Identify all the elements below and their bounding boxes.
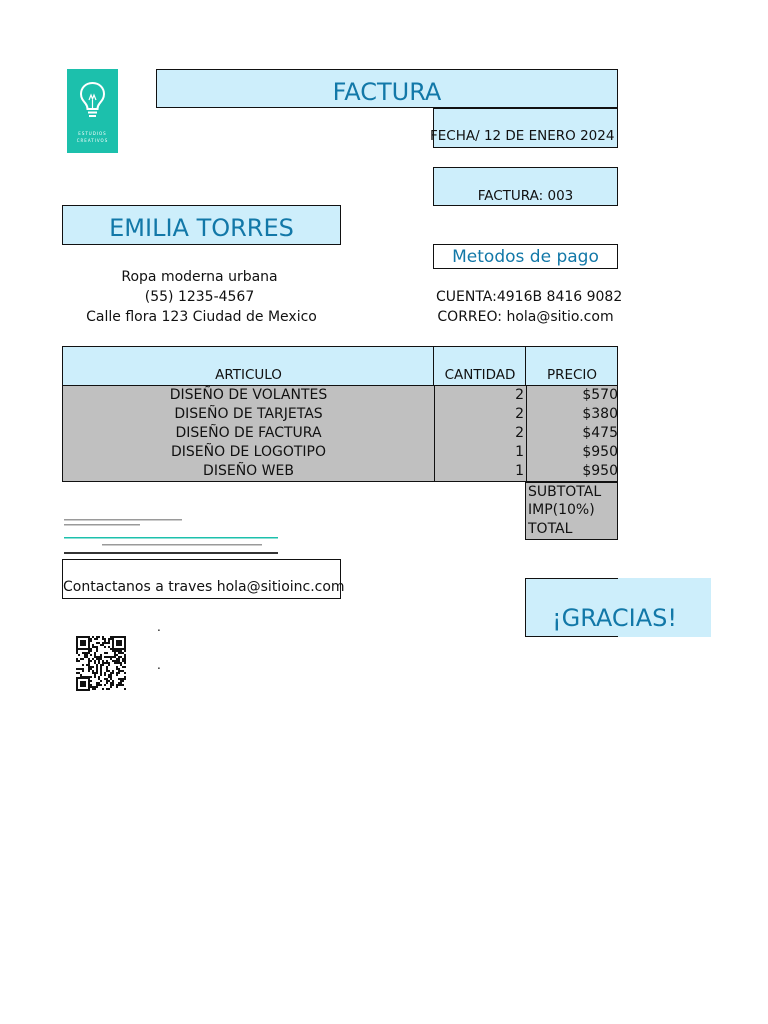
invoice-number-box — [433, 167, 618, 206]
invoice-number: FACTURA: 003 — [477, 188, 574, 204]
invoice-date: FECHA/ 12 DE ENERO 2024 — [430, 128, 615, 144]
thanks-box — [526, 578, 678, 637]
footer-dot: . — [157, 658, 161, 672]
subtotal-label: SUBTOTAL — [525, 482, 618, 502]
row-article: DISEÑO DE LOGOTIPO — [171, 444, 326, 460]
qr-code-icon — [75, 635, 127, 692]
row-price: $950 — [526, 462, 618, 481]
row-quantity: 2 — [434, 405, 526, 424]
client-phone: (55) 1235-4567 — [144, 289, 255, 305]
payment-methods-title: Metodos de pago — [452, 247, 599, 267]
row-price: $475 — [526, 424, 618, 443]
footer-dot: . — [157, 620, 161, 634]
company-logo — [67, 69, 118, 153]
table-row — [62, 386, 618, 406]
row-quantity: 1 — [434, 443, 526, 462]
row-quantity: 2 — [434, 386, 526, 405]
row-quantity: 2 — [434, 424, 526, 443]
client-address: Calle flora 123 Ciudad de Mexico — [86, 309, 317, 325]
fine-print-graphic — [62, 516, 278, 558]
table-row — [62, 405, 618, 425]
total-label: TOTAL — [525, 520, 618, 540]
invoice-title: FACTURA — [332, 78, 442, 106]
row-article: DISEÑO WEB — [203, 463, 294, 479]
client-name-box — [62, 205, 341, 245]
row-article: DISEÑO DE TARJETAS — [174, 406, 323, 422]
header-price: PRECIO — [546, 367, 598, 383]
invoice-title-box — [156, 69, 618, 108]
table-row — [62, 462, 618, 482]
lightbulb-icon — [78, 81, 107, 121]
header-article: ARTICULO — [215, 367, 282, 383]
footer-graphic — [62, 516, 278, 558]
table-row — [62, 424, 618, 444]
row-price: $570 — [526, 386, 618, 405]
row-price: $950 — [526, 443, 618, 462]
logo-text-line1: ESTUDIOS — [78, 131, 107, 136]
client-name: EMILIA TORRES — [109, 214, 294, 242]
payment-account: CUENTA:4916B 8416 9082 — [436, 289, 623, 305]
row-price: $380 — [526, 405, 618, 424]
client-business: Ropa moderna urbana — [121, 269, 278, 285]
header-quantity: CANTIDAD — [444, 367, 516, 383]
logo-text-line2: CREATIVOS — [76, 138, 109, 143]
thanks-text: ¡GRACIAS! — [552, 604, 678, 632]
row-article: DISEÑO DE VOLANTES — [169, 387, 328, 403]
items-table-header — [62, 346, 618, 386]
tax-label: IMP(10%) — [525, 501, 618, 521]
payment-methods-box — [433, 244, 618, 269]
row-quantity: 1 — [434, 462, 526, 481]
contact-text: Contactanos a traves hola@sitioinc.com — [63, 579, 345, 595]
qr-code-graphic — [75, 635, 127, 692]
row-article: DISEÑO DE FACTURA — [175, 425, 322, 441]
table-row — [62, 443, 618, 463]
payment-email: CORREO: hola@sitio.com — [437, 309, 614, 325]
contact-box — [62, 559, 345, 599]
invoice-date-box — [430, 108, 618, 148]
